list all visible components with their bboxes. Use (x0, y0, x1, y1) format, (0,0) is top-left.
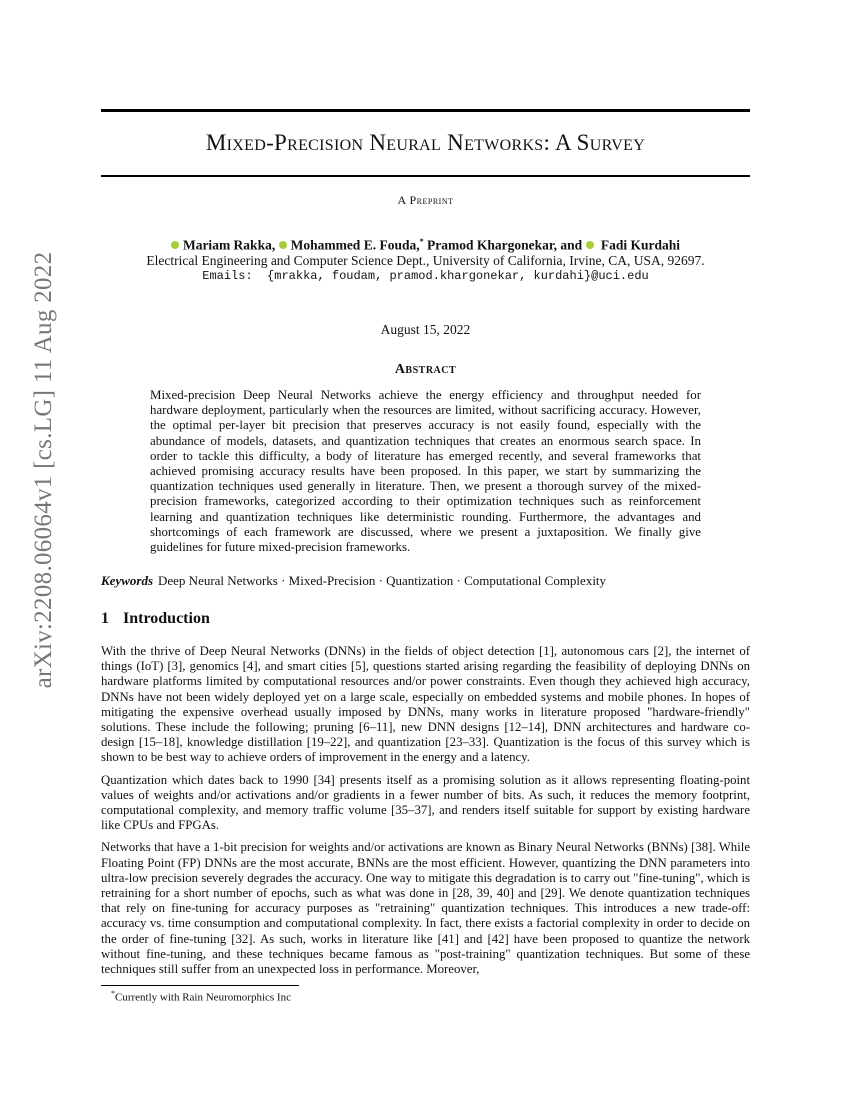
keywords-line (101, 573, 750, 589)
footnote-rule (101, 985, 299, 986)
preprint-label: A Preprint (397, 193, 454, 207)
author-emails: Emails: {mrakka, foudam, pramod.khargonekar, kurdahi}@uci.edu (202, 269, 649, 283)
author-name: Pramod Khargonekar, and (426, 237, 583, 253)
author-name: Mariam Rakka, (182, 237, 276, 253)
footnote-text: Currently with Rain Neuromorphics Inc (115, 991, 291, 1004)
keywords-text: Deep Neural Networks · Mixed-Precision · Quantization · Computational Complexity (158, 573, 607, 588)
section-number: 1 (101, 610, 109, 627)
section-title: Introduction (123, 610, 210, 627)
footnote (111, 989, 291, 1004)
abstract-heading: Abstract (394, 362, 457, 377)
orcid-icon[interactable] (171, 241, 179, 249)
title-rule-bottom (101, 175, 750, 177)
orcid-icon[interactable] (279, 241, 287, 249)
footnote-marker[interactable]: * (419, 237, 424, 246)
title-rule-top (101, 109, 750, 112)
orcid-icon[interactable] (586, 241, 594, 249)
footnote-mark: * (111, 989, 115, 998)
affiliation: Electrical Engineering and Computer Science Dept., University of California, Irvine, CA, USA, 92697. (146, 253, 705, 268)
author-list (101, 237, 750, 254)
body-paragraph: Quantization which dates back to 1990 [34] presents itself as a promising solution as it allows representing floating-point values of weights and/or activations and/or gradients in a fewer number of bits. As such, it reduces the memory footprint, computational complexity, and memory traffic volume [35–37], and renders itself suitable for support by existing hardware like CPUs and FPGAs. (101, 772, 750, 833)
keywords-label: Keywords (101, 573, 153, 588)
body-paragraph: With the thrive of Deep Neural Networks (DNNs) in the fields of object detection [1], autonomous cars [2], the internet of things (IoT) [3], genomics [4], and smart cities [5], questions started arising regarding the feasibility of deploying DNNs on hardware platforms limited by computational resources and/or power constraints. Even though they achieved high accuracy, DNNs have not been widely deployed yet on a large scale, especially on embedded systems and mobile phones. In hopes of mitigating the expensive overhead usually imposed by DNNs, many works in literature proposed "hardware-friendly" solutions. These include the following; pruning [6–11], new DNN designs [12–14], DNN architectures and hardware co-design [15–18], knowledge distillation [19–22], and quantization [23–33]. Quantization is the focus of this survey which is shown to be best way to achieve orders of improvement in the energy and a latency. (101, 644, 750, 765)
body-paragraph: Networks that have a 1-bit precision for weights and/or activations are known as Binary Neural Networks (BNNs) [38]. While Floating Point (FP) DNNs are the most accurate, BNNs are the most efficient. However, quantizing the DNN parameters into ultra-low precision severely degrades the accuracy. One way to mitigate this degradation is to carry out "fine-tuning", which is retraining for a short number of epochs, such as what was done in [28, 39, 40] and [29]. We denote quantization techniques that rely on fine-tuning for accuracy purposes as "retraining" quantization techniques. This introduces a new trade-off: accuracy vs. time consumption and computational complexity. In fact, there exists a factorial complexity in order to decide on the order of fine-tuning [32]. As such, works in literature like [41] and [42] have been proposed to quantize the network without fine-tuning, and these techniques became famous as "post-training" quantization techniques. But some of these techniques still suffer from an unexpected loss in performance. Moreover, (101, 840, 750, 977)
author-name: Fadi Kurdahi (600, 237, 681, 253)
paper-date: August 15, 2022 (380, 322, 471, 337)
author-name: Mohammed E. Fouda, (290, 237, 420, 253)
arxiv-identifier: arXiv:2208.06064v1 [cs.LG] 11 Aug 2022 (30, 251, 57, 689)
paper-title: Mixed-Precision Neural Networks: A Survey (205, 130, 646, 155)
section-body (101, 644, 750, 984)
section-heading (101, 610, 210, 628)
abstract-text: Mixed-precision Deep Neural Networks achieve the energy efficiency and throughput needed for hardware deployment, particularly when the resources are limited, without sacrificing accuracy. However, the optimal per-layer bit precision that preserves accuracy is not easily found, especially with the abundance of models, datasets, and quantization techniques that creates an enormous search space. In order to tackle this difficulty, a body of literature has emerged recently, and several frameworks that achieved promising accuracy results have been proposed. In this paper, we start by summarizing the quantization techniques used generally in literature. Then, we present a thorough survey of the mixed-precision frameworks, categorized according to their optimization techniques such as reinforcement learning and quantization techniques like deterministic rounding. Furthermore, the advantages and shortcomings of each framework are discussed, where we present a juxtaposition. We finally give guidelines for future mixed-precision frameworks. (150, 388, 701, 555)
